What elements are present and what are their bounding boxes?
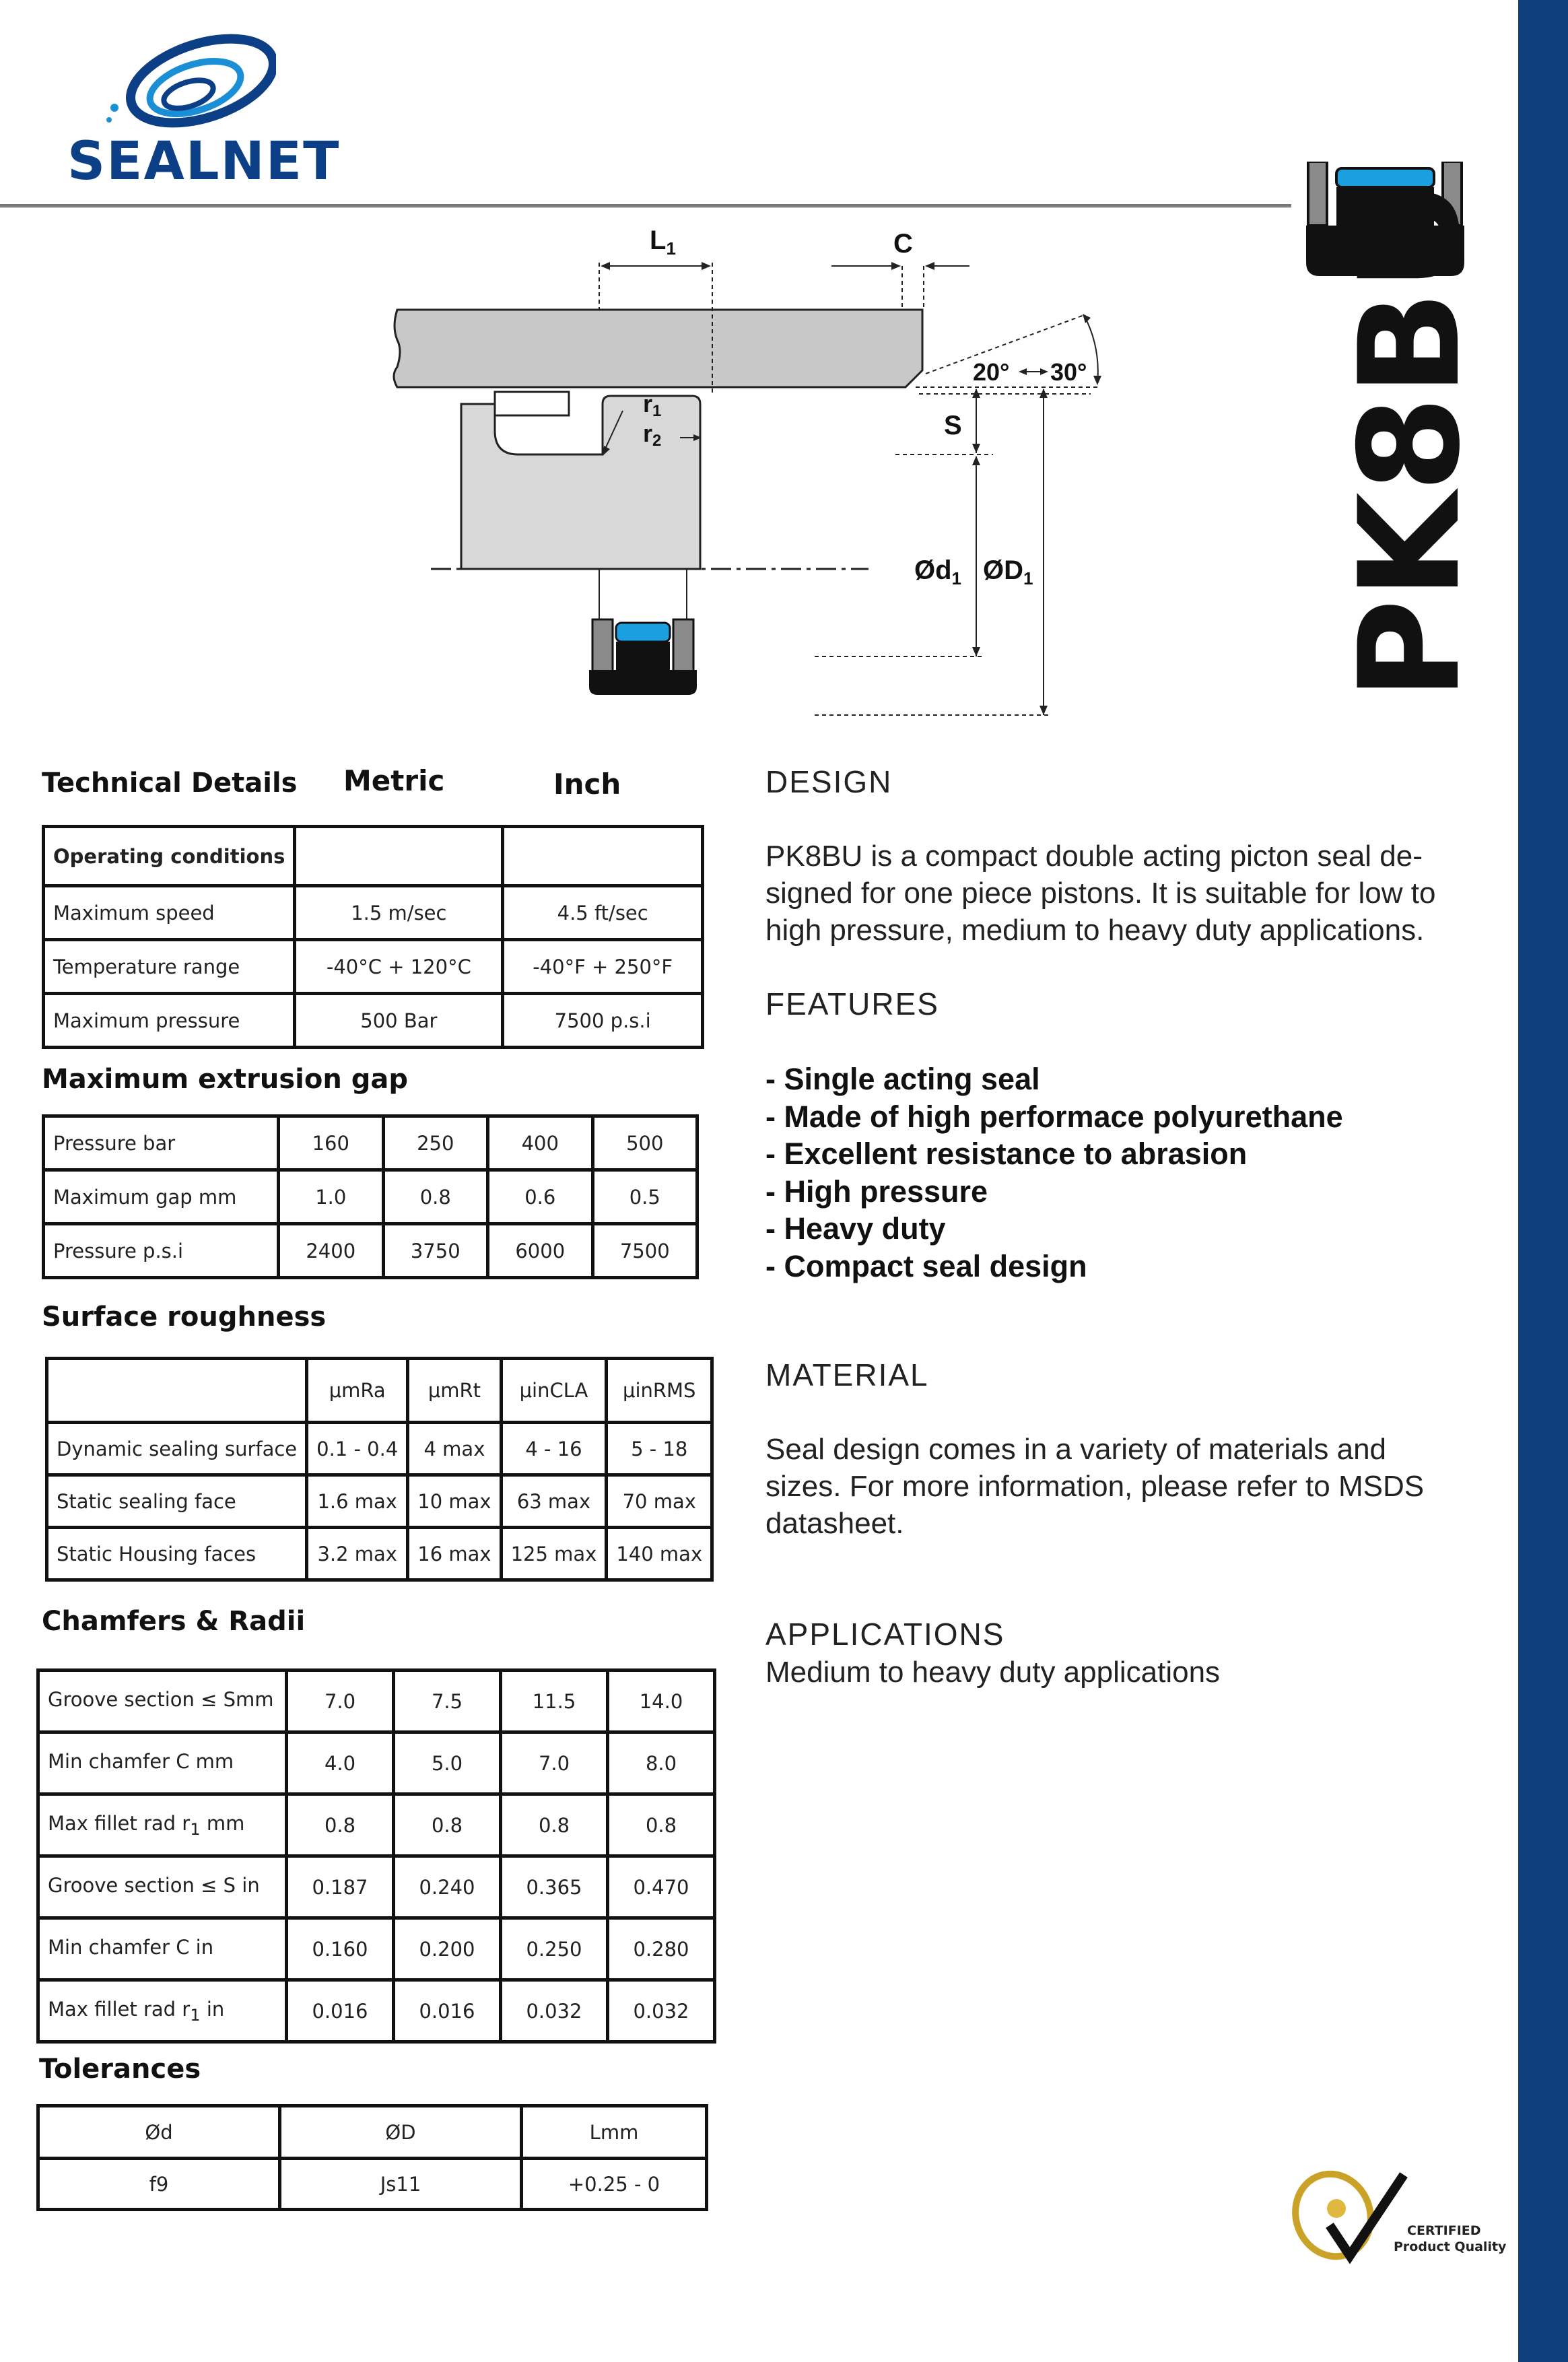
roughness-table bbox=[45, 1357, 714, 1582]
table-cell: Min chamfer C mm bbox=[38, 1732, 287, 1794]
table-cell: 4 max bbox=[408, 1423, 501, 1475]
table-cell: Max fillet rad $r_1$ mm bbox=[38, 1794, 287, 1856]
table-cell: Lmm bbox=[522, 2106, 707, 2159]
table-row bbox=[38, 2159, 707, 2210]
table-cell: 6000 bbox=[488, 1224, 593, 1278]
material-line: sizes. For more information, please refer to MSDS bbox=[765, 1470, 1425, 1503]
table-cell: Maximum pressure bbox=[44, 994, 295, 1048]
table-cell: 10 max bbox=[408, 1475, 501, 1528]
col-inch: Inch bbox=[553, 768, 621, 801]
tolerances-title: Tolerances bbox=[39, 2054, 201, 2085]
table-cell: 2400 bbox=[279, 1224, 384, 1278]
table-cell: 1.6 max bbox=[307, 1475, 408, 1528]
table-row bbox=[38, 1732, 715, 1794]
table-cell: 0.187 bbox=[287, 1856, 394, 1918]
table-cell: Max fillet rad $r_1$ in bbox=[38, 1980, 287, 2042]
design-text bbox=[765, 838, 1435, 949]
table-cell: 63 max bbox=[501, 1475, 607, 1528]
table-cell: +0.25 - 0 bbox=[522, 2159, 707, 2210]
label-c: C bbox=[893, 229, 913, 259]
table-cell: 0.470 bbox=[608, 1856, 715, 1918]
col-metric: Metric bbox=[343, 764, 445, 797]
table-cell: 0.032 bbox=[501, 1980, 608, 2042]
table-cell bbox=[503, 827, 703, 886]
table-row bbox=[47, 1423, 712, 1475]
table-cell: 0.8 bbox=[608, 1794, 715, 1856]
applications-text: Medium to heavy duty applications bbox=[765, 1656, 1221, 1689]
table-cell: Pressure bar bbox=[44, 1116, 279, 1170]
label-angle-20: 20° bbox=[973, 358, 1010, 386]
table-row bbox=[47, 1528, 712, 1580]
material-text bbox=[765, 1431, 1424, 1542]
list-item: - Excellent resistance to abrasion bbox=[765, 1137, 1248, 1171]
table-cell: 140 max bbox=[607, 1528, 712, 1580]
list-item: - Made of high performace polyurethane bbox=[765, 1099, 1343, 1134]
brand-wordmark: SEALNET bbox=[67, 131, 341, 192]
material-line: Seal design comes in a variety of materials and bbox=[765, 1433, 1387, 1466]
table-cell: Dynamic sealing surface bbox=[47, 1423, 307, 1475]
table-cell: Groove section ≤ Smm bbox=[38, 1671, 287, 1732]
table-cell: 1.5 m/sec bbox=[295, 886, 503, 940]
table-cell: f9 bbox=[38, 2159, 280, 2210]
table-cell: Min chamfer C in bbox=[38, 1918, 287, 1980]
label-d1: $Ød_1$ bbox=[914, 555, 962, 588]
table-cell: 500 bbox=[592, 1116, 697, 1170]
header-rule-shadow bbox=[0, 207, 1291, 208]
features-list bbox=[765, 1060, 1343, 1285]
list-item: - Single acting seal bbox=[765, 1062, 1040, 1096]
table-cell: 400 bbox=[488, 1116, 593, 1170]
table-cell: 7.0 bbox=[287, 1671, 394, 1732]
table-cell: 0.250 bbox=[501, 1918, 608, 1980]
table-cell: μinRMS bbox=[607, 1359, 712, 1423]
table-cell: Temperature range bbox=[44, 940, 295, 994]
table-cell: 0.280 bbox=[608, 1918, 715, 1980]
table-row bbox=[38, 1856, 715, 1918]
table-cell: 0.5 bbox=[592, 1170, 697, 1224]
table-cell: 1.0 bbox=[279, 1170, 384, 1224]
table-cell: Pressure p.s.i bbox=[44, 1224, 279, 1278]
sealnet-logo-icon bbox=[101, 27, 276, 135]
applications-title: APPLICATIONS bbox=[765, 1617, 1005, 1652]
table-cell: 7.0 bbox=[501, 1732, 608, 1794]
material-line: datasheet. bbox=[765, 1507, 904, 1540]
table-cell: 0.016 bbox=[287, 1980, 394, 2042]
material-title: MATERIAL bbox=[765, 1357, 929, 1392]
table-cell: 3750 bbox=[383, 1224, 488, 1278]
table-row bbox=[44, 1116, 697, 1170]
table-cell: 7500 p.s.i bbox=[503, 994, 703, 1048]
table-cell: 0.365 bbox=[501, 1856, 608, 1918]
table-cell: ØD bbox=[280, 2106, 522, 2159]
features-title: FEATURES bbox=[765, 986, 939, 1021]
table-cell: μinCLA bbox=[501, 1359, 607, 1423]
table-cell: 0.032 bbox=[608, 1980, 715, 2042]
table-cell bbox=[47, 1359, 307, 1423]
table-cell: -40°F + 250°F bbox=[503, 940, 703, 994]
table-cell: μmRa bbox=[307, 1359, 408, 1423]
technical-title: Technical Details bbox=[42, 768, 298, 799]
table-cell: 7500 bbox=[592, 1224, 697, 1278]
table-cell: Maximum speed bbox=[44, 886, 295, 940]
table-cell: 7.5 bbox=[394, 1671, 501, 1732]
table-cell: Ød bbox=[38, 2106, 280, 2159]
design-title: DESIGN bbox=[765, 764, 893, 799]
table-cell: 5.0 bbox=[394, 1732, 501, 1794]
table-cell: 4 - 16 bbox=[501, 1423, 607, 1475]
table-cell: 500 Bar bbox=[295, 994, 503, 1048]
table-cell: 8.0 bbox=[608, 1732, 715, 1794]
table-cell: 250 bbox=[383, 1116, 488, 1170]
table-cell: 125 max bbox=[501, 1528, 607, 1580]
table-cell: 0.8 bbox=[394, 1794, 501, 1856]
table-cell: μmRt bbox=[408, 1359, 501, 1423]
chamfers-table bbox=[36, 1668, 716, 2044]
table-row bbox=[38, 1918, 715, 1980]
table-row bbox=[38, 1794, 715, 1856]
table-row bbox=[38, 2106, 707, 2159]
chamfers-title: Chamfers & Radii bbox=[42, 1606, 306, 1637]
table-row bbox=[44, 1224, 697, 1278]
table-cell: 0.1 - 0.4 bbox=[307, 1423, 408, 1475]
table-row bbox=[44, 994, 703, 1048]
label-D1: $ØD_1$ bbox=[983, 555, 1033, 588]
table-cell: Js11 bbox=[280, 2159, 522, 2210]
table-cell: 4.0 bbox=[287, 1732, 394, 1794]
sidebar-band bbox=[1518, 0, 1568, 2362]
list-item: - High pressure bbox=[765, 1174, 988, 1209]
extrusion-title: Maximum extrusion gap bbox=[42, 1064, 408, 1095]
table-cell: Maximum gap mm bbox=[44, 1170, 279, 1224]
table-row bbox=[47, 1359, 712, 1423]
table-cell: 4.5 ft/sec bbox=[503, 886, 703, 940]
label-r1: r1 bbox=[643, 390, 662, 420]
table-row bbox=[38, 1671, 715, 1732]
tolerances-table bbox=[36, 2104, 708, 2211]
design-line: high pressure, medium to heavy duty applications. bbox=[765, 914, 1425, 947]
table-row bbox=[44, 940, 703, 994]
table-cell: Operating conditions bbox=[44, 827, 295, 886]
table-cell: 0.160 bbox=[287, 1918, 394, 1980]
extrusion-table bbox=[42, 1114, 699, 1279]
table-cell: Groove section ≤ S in bbox=[38, 1856, 287, 1918]
table-cell: 0.8 bbox=[383, 1170, 488, 1224]
table-cell: 14.0 bbox=[608, 1671, 715, 1732]
certified-line1: CERTIFIED bbox=[1407, 2223, 1481, 2238]
design-line: PK8BU is a compact double acting picton seal de- bbox=[765, 840, 1423, 873]
table-cell: 0.6 bbox=[488, 1170, 593, 1224]
table-cell: 16 max bbox=[408, 1528, 501, 1580]
groove-drawing bbox=[384, 215, 1131, 727]
list-item: - Compact seal design bbox=[765, 1248, 1087, 1283]
label-angle-30: 30° bbox=[1050, 358, 1087, 386]
table-row bbox=[47, 1475, 712, 1528]
table-row bbox=[44, 886, 703, 940]
label-s: S bbox=[944, 411, 962, 440]
table-row bbox=[44, 827, 703, 886]
table-cell: 5 - 18 bbox=[607, 1423, 712, 1475]
table-cell: 11.5 bbox=[501, 1671, 608, 1732]
table-cell: Static Housing faces bbox=[47, 1528, 307, 1580]
design-line: signed for one piece pistons. It is suitable for low to bbox=[765, 877, 1436, 910]
table-cell: Static sealing face bbox=[47, 1475, 307, 1528]
label-r2: r2 bbox=[643, 419, 662, 450]
list-item: - Heavy duty bbox=[765, 1211, 946, 1246]
table-cell: 0.240 bbox=[394, 1856, 501, 1918]
certified-line2: Product Quality bbox=[1394, 2239, 1507, 2254]
table-cell: 0.200 bbox=[394, 1918, 501, 1980]
table-cell: 70 max bbox=[607, 1475, 712, 1528]
table-row bbox=[38, 1980, 715, 2042]
table-row bbox=[44, 1170, 697, 1224]
table-cell: 160 bbox=[279, 1116, 384, 1170]
technical-table bbox=[42, 825, 704, 1049]
table-cell: 3.2 max bbox=[307, 1528, 408, 1580]
table-cell bbox=[295, 827, 503, 886]
table-cell: -40°C + 120°C bbox=[295, 940, 503, 994]
table-cell: 0.8 bbox=[501, 1794, 608, 1856]
roughness-title: Surface roughness bbox=[42, 1302, 327, 1332]
table-cell: 0.016 bbox=[394, 1980, 501, 2042]
table-cell: 0.8 bbox=[287, 1794, 394, 1856]
label-l1: $L_1$ bbox=[650, 226, 676, 259]
